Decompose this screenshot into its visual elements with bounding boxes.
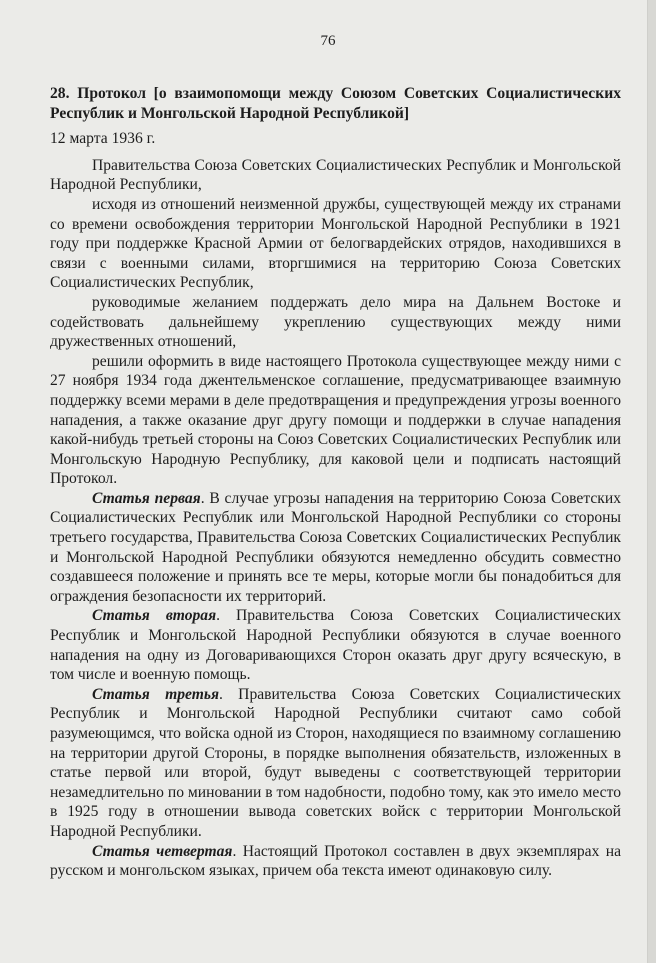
article-text: . В случае угрозы нападения на территорию Союза Советских Социалистических Республик или Монгольской Народной Республики со стороны третьего государства, Правительства Союза Советских Социалистических Республик и Монгольской Народной Республики обязуются немедленно обсудить совместно создавшееся положение и принять все те меры, которые могли бы понадобиться для ограждения безопасности их территорий.	[50, 489, 621, 605]
preamble-paragraph: решили оформить в виде настоящего Протокола существующее между ними с 27 ноября 1934 года джентельменское соглашение, предусматривающее взаимную поддержку всеми мерами в деле предотвращения и предупреждения угрозы военного нападения, а также оказание друг другу помощи и поддержки в случае нападения какой-нибудь третьей стороны на Союз Советских Социалистических Республик или Монгольскую Народную Республику, для каковой цели и подписать настоящий Протокол.	[50, 352, 621, 488]
page-number: 76	[320, 33, 336, 49]
article-text: . Правительства Союза Советских Социалистических Республик и Монгольской Народной Республики обязуются в случае военного нападения на одну из Договаривающихся Сторон оказать друг другу всяческую, в том числе и военную помощь.	[50, 607, 621, 684]
document-title: 28. Протокол [о взаимопомощи между Союзом Советских Социалистических Республик и Монгольской Народной Республикой]	[50, 85, 621, 122]
article-2	[50, 606, 621, 684]
article-text: . Правительства Союза Советских Социалистических Республик и Монгольской Народной Республики считают само собой разумеющимся, что войска одной из Сторон, находящиеся по взаимному соглашению на территории другой Стороны, в порядке выполнения обязательств, изложенных в статье первой или второй, будут выведены с соответствующей территории незамедлительно по миновании в том надобности, подобно тому, как это имело место в 1925 году в отношении вывода советских войск с территории Монгольской Народной Республики.	[50, 685, 621, 840]
article-3	[50, 685, 621, 842]
document-body	[50, 84, 621, 881]
article-heading: Статья первая	[92, 489, 201, 507]
preamble-paragraph: руководимые желанием поддержать дело мира на Дальнем Востоке и содействовать дальнейшему укреплению существующих между ними дружественных отношений,	[50, 293, 621, 351]
preamble-paragraph: Правительства Союза Советских Социалистических Республик и Монгольской Народной Республики,	[50, 156, 621, 194]
article-4	[50, 842, 621, 881]
document-date: 12 марта 1936 г.	[50, 130, 156, 148]
article-heading: Статья четвертая	[92, 842, 233, 860]
article-heading: Статья третья	[92, 685, 220, 703]
article-heading: Статья вторая	[92, 607, 217, 625]
article-text: . Настоящий Протокол составлен в двух экземплярах на русском и монгольском языках, причем оба текста имеют одинаковую силу.	[50, 842, 621, 880]
preamble-paragraph: исходя из отношений неизменной дружбы, существующей между их странами со времени освобождения территории Монгольской Народной Республики в 1921 году при поддержке Красной Армии от белогвардейских отрядов, находившихся в связи с военными силами, вторгшимися на территорию Союза Советских Социалистических Республик,	[50, 195, 621, 292]
scan-edge	[647, 0, 656, 963]
article-1	[50, 489, 621, 607]
